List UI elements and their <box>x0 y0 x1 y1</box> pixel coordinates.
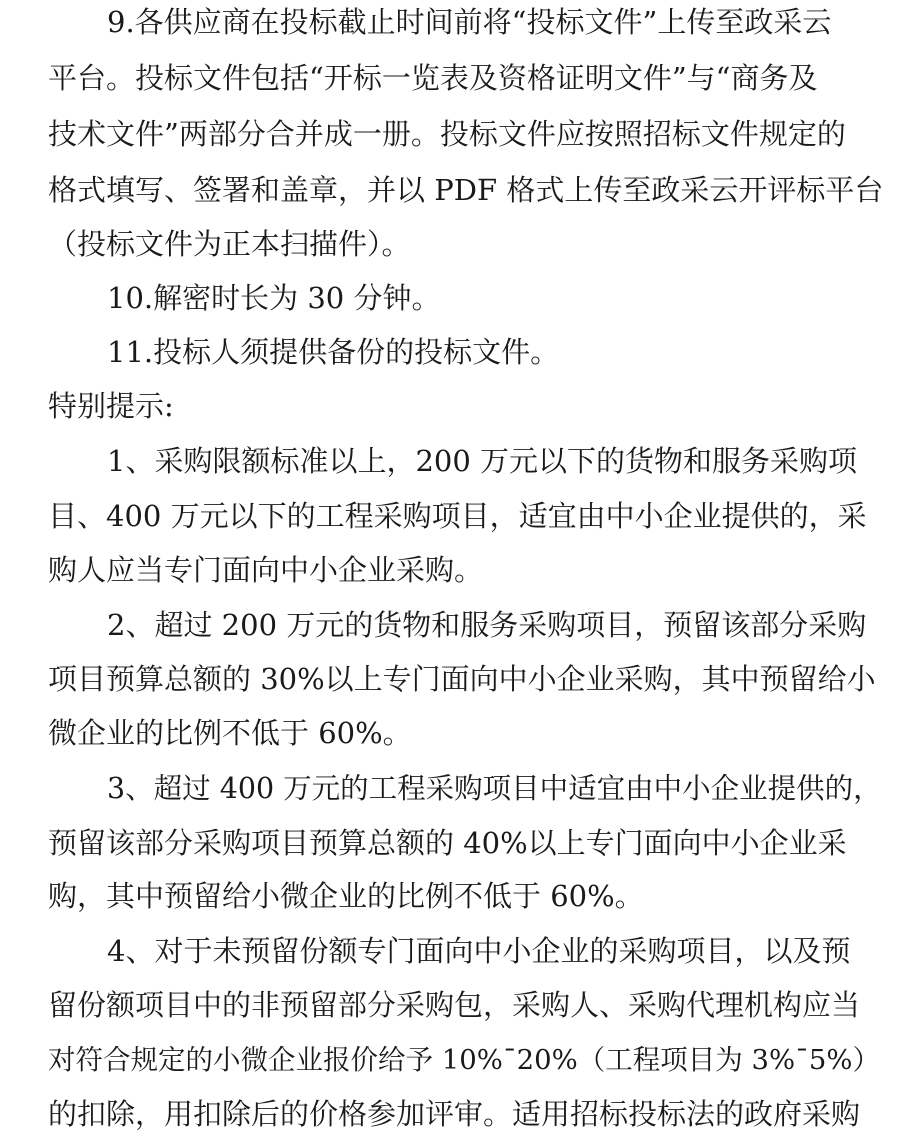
notice-3-line-2: 预留该部分采购项目预算总额的 40%以上专门面向中小企业采 <box>48 826 847 860</box>
paragraph-9-line-2: 平台。投标文件包括“开标一览表及资格证明文件”与“商务及 <box>48 61 818 95</box>
paragraph-9-line-5: （投标文件为正本扫描件）。 <box>48 227 411 261</box>
notice-4-line-3: 对符合规定的小微企业报价给予 10%¯20%（工程项目为 3%¯5%） <box>48 1044 880 1076</box>
notice-2-line-1: 2、超过 200 万元的货物和服务采购项目，预留该部分采购 <box>107 608 867 642</box>
notice-1-line-3: 购人应当专门面向中小企业采购。 <box>48 553 484 587</box>
notice-3-line-1: 3、超过 400 万元的工程采购项目中适宜由中小企业提供的， <box>107 772 882 805</box>
paragraph-10: 10.解密时长为 30 分钟。 <box>107 281 441 315</box>
paragraph-11: 11.投标人须提供备份的投标文件。 <box>107 335 560 369</box>
notice-4-line-1: 4、对于未预留份额专门面向中小企业的采购项目，以及预 <box>107 934 851 968</box>
paragraph-9-line-3: 技术文件”两部分合并成一册。投标文件应按照招标文件规定的 <box>48 117 846 151</box>
paragraph-9-line-1: 9.各供应商在投标截止时间前将“投标文件”上传至政采云 <box>107 5 832 39</box>
notice-2-line-3: 微企业的比例不低于 60%。 <box>48 716 412 750</box>
notice-3-line-3: 购，其中预留给小微企业的比例不低于 60%。 <box>48 879 644 913</box>
notice-4-line-2: 留份额项目中的非预留部分采购包，采购人、采购代理机构应当 <box>48 988 861 1022</box>
notice-2-line-2: 项目预算总额的 30%以上专门面向中小企业采购，其中预留给小 <box>48 662 876 696</box>
notice-1-line-1: 1、采购限额标准以上，200 万元以下的货物和服务采购项 <box>107 444 858 478</box>
paragraph-9-line-4: 格式填写、签署和盖章，并以 PDF 格式上传至政采云开评标平台 <box>48 173 884 207</box>
special-notice-heading: 特别提示: <box>48 389 174 423</box>
notice-1-line-2: 目、400 万元以下的工程采购项目，适宜由中小企业提供的，采 <box>48 499 867 533</box>
notice-4-line-4: 的扣除，用扣除后的价格参加评审。适用招标投标法的政府采购 <box>48 1097 861 1131</box>
